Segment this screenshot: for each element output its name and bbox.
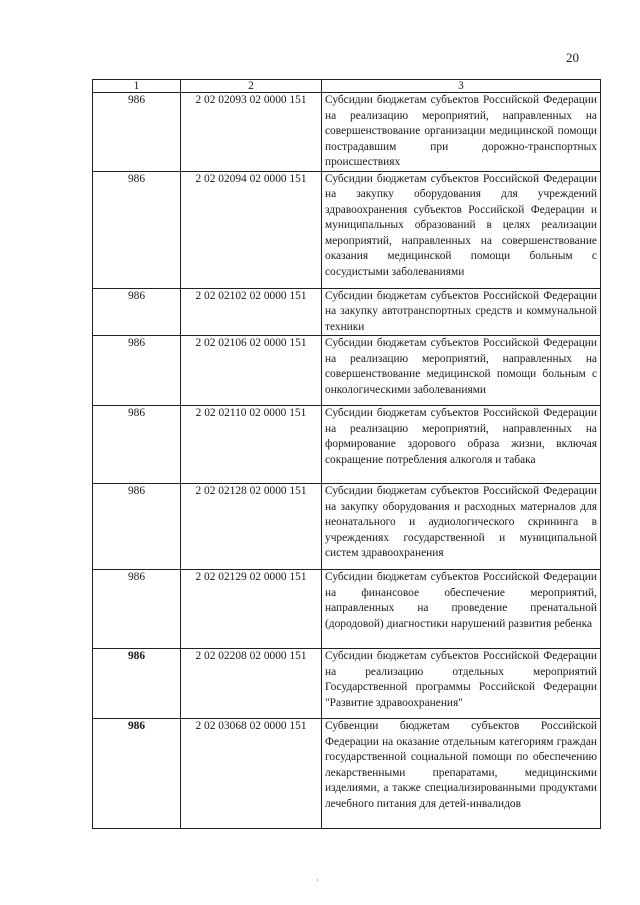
admin-code-cell: 986	[93, 719, 181, 829]
column-header-3: 3	[322, 80, 601, 93]
table-row	[93, 406, 601, 484]
admin-code-cell: 986	[93, 93, 181, 172]
admin-code-cell: 986	[93, 171, 181, 288]
admin-code-cell: 986	[93, 484, 181, 570]
budget-revenue-table	[92, 79, 601, 829]
revenue-name-cell: Субсидии бюджетам субъектов Российской Федерации на реализацию отдельных мероприятий Государственной программы Российской Федерации "Развитие здравоохранения"	[322, 649, 601, 719]
budget-code-cell: 2 02 02128 02 0000 151	[181, 484, 322, 570]
budget-code-cell: 2 02 02208 02 0000 151	[181, 649, 322, 719]
page-number: 20	[566, 50, 579, 65]
revenue-name-cell: Субсидии бюджетам субъектов Российской Федерации на реализацию мероприятий, направленных на совершенствование медицинской помощи больным с онкологическими заболеваниями	[322, 336, 601, 406]
column-header-1: 1	[93, 80, 181, 93]
revenue-name-cell: Субсидии бюджетам субъектов Российской Федерации на закупку автотранспортных средств и коммунальной техники	[322, 288, 601, 336]
budget-code-cell: 2 02 02102 02 0000 151	[181, 288, 322, 336]
budget-code-cell: 2 02 02106 02 0000 151	[181, 336, 322, 406]
admin-code-cell: 986	[93, 406, 181, 484]
revenue-name-cell: Субвенции бюджетам субъектов Российской Федерации на оказание отдельным категориям граждан государственной социальной помощи по обеспечению лекарственными препаратами, медицинскими изделиями, а также специализированными продуктами лечебного питания для детей-инвалидов	[322, 719, 601, 829]
budget-code-cell: 2 02 03068 02 0000 151	[181, 719, 322, 829]
table-row	[93, 570, 601, 649]
table-row	[93, 93, 601, 172]
table-row	[93, 649, 601, 719]
admin-code-cell: 986	[93, 649, 181, 719]
budget-code-cell: 2 02 02094 02 0000 151	[181, 171, 322, 288]
table-row	[93, 484, 601, 570]
revenue-name-cell: Субсидии бюджетам субъектов Российской Федерации на закупку оборудования и расходных материалов для неонатального и аудиологического скрининга в учреждениях государственной и муниципальной систем здравоохранения	[322, 484, 601, 570]
column-header-2: 2	[181, 80, 322, 93]
budget-code-cell: 2 02 02129 02 0000 151	[181, 570, 322, 649]
revenue-name-cell: Субсидии бюджетам субъектов Российской Федерации на закупку оборудования для учреждений здравоохранения субъектов Российской Федерации и муниципальных образований в целях реализации мероприятий, направленных на совершенствование оказания медицинской помощи больным с сосудистыми заболеваниями	[322, 171, 601, 288]
revenue-name-cell: Субсидии бюджетам субъектов Российской Федерации на финансовое обеспечение мероприятий, направленных на проведение пренатальной (дородовой) диагностики нарушений развития ребенка	[322, 570, 601, 649]
admin-code-cell: 986	[93, 336, 181, 406]
table-header-row	[93, 80, 601, 93]
table-row	[93, 171, 601, 288]
admin-code-cell: 986	[93, 570, 181, 649]
revenue-name-cell: Субсидии бюджетам субъектов Российской Федерации на реализацию мероприятий, направленных на формирование здорового образа жизни, включая сокращение потребления алкоголя и табака	[322, 406, 601, 484]
admin-code-cell: 986	[93, 288, 181, 336]
scan-mark: ·	[316, 876, 319, 885]
table-row	[93, 336, 601, 406]
table-body	[93, 93, 601, 829]
table-row	[93, 719, 601, 829]
budget-code-cell: 2 02 02110 02 0000 151	[181, 406, 322, 484]
budget-code-cell: 2 02 02093 02 0000 151	[181, 93, 322, 172]
revenue-name-cell: Субсидии бюджетам субъектов Российской Федерации на реализацию мероприятий, направленных на совершенствование организации медицинской помощи пострадавшим при дорожно-транспортных происшествиях	[322, 93, 601, 172]
table-row	[93, 288, 601, 336]
